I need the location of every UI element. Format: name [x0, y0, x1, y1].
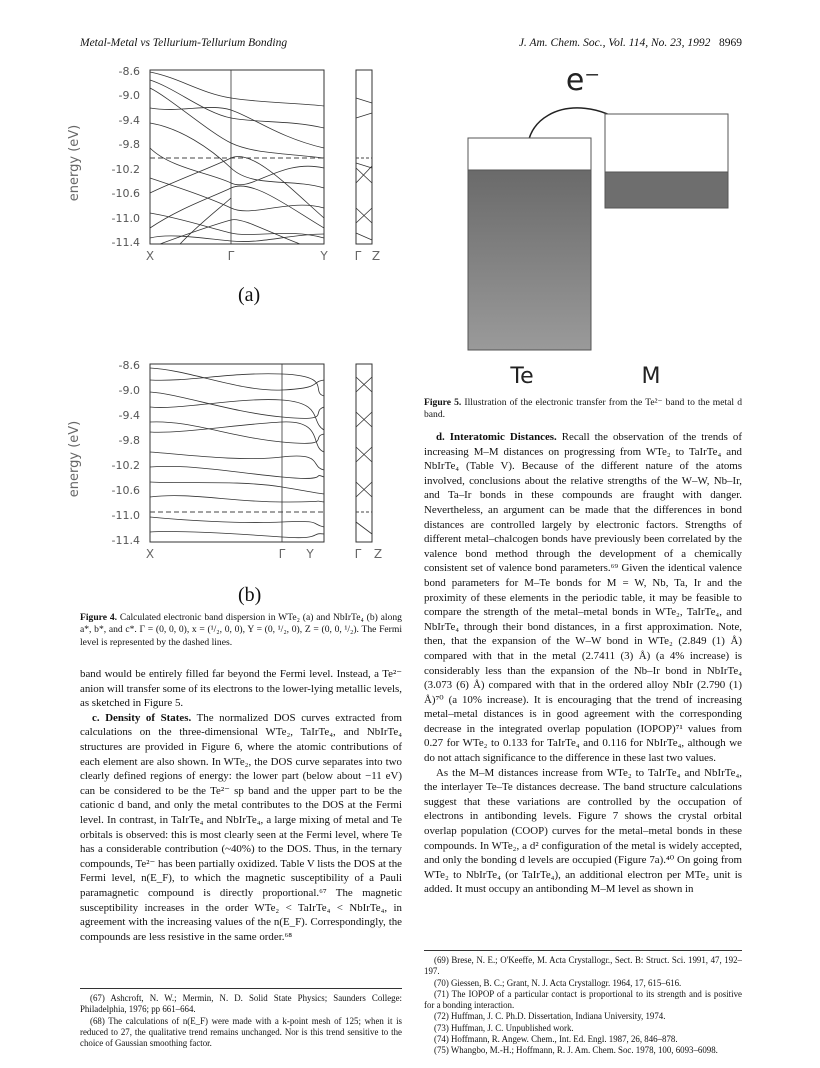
ytick-b-5: -10.6: [111, 484, 140, 497]
ytick-a-2: -9.4: [118, 114, 140, 127]
footnote-74: (74) Hoffmann, R. Angew. Chem., Int. Ed. Engl. 1987, 26, 846–878.: [434, 1034, 678, 1045]
left-column-text: [80, 667, 402, 944]
m-band-filled: [605, 172, 728, 208]
xlabel-a-X: X: [145, 249, 155, 263]
te-band-empty: [468, 138, 591, 170]
xlabels-a: [146, 249, 328, 263]
m-band-empty: [605, 114, 728, 172]
dos-labels-a: [355, 249, 380, 263]
ytick-b-1: -9.0: [118, 384, 140, 397]
ytick-b-0: -8.6: [118, 359, 140, 372]
ytick-b-6: -11.0: [111, 509, 140, 522]
dos-lines-a: [356, 98, 372, 240]
xlabel-a-Gamma: Γ: [227, 249, 235, 263]
ytick-b-7: -11.4: [111, 534, 140, 547]
figure-5-label: Figure 5.: [424, 397, 462, 408]
right-paragraph-2: As the M–M distances increase from WTe₂ to TaIrTe₄ and NbIrTe₄, the interlayer Te–Te distances decrease. The band structure calculations suggest that these variations are controlled by the occupation of electrons in antibonding levels. Figure 7 shows the crystal orbital overlap population (COOP) curves for the metal–metal bonds in these compounds. In WTe₂, a d² configuration of the metal is widely accepted, and only the bonding d levels are occupied (Figure 7a).⁴⁰ On going from WTe₂ to NbIrTe₄ (or TaIrTe₄), an additional electron per MTe₂ unit is added. It must occupy an antibonding M–M level as shown in: [424, 766, 742, 896]
dos-label-b-Z: Z: [373, 547, 383, 561]
footnote-68: (68) The calculations of n(E_F) were made with a k-point mesh of 125; when it is reduced to 27, the qualitative trend remains unchanged. Nor is this trend sensitive to the choice of Gaussian smoothing factor.: [80, 1015, 402, 1049]
right-paragraph-1-text: Recall the observation of the trends of increasing M–M distances on progressing from WTe₂ to TaIrTe₄ and NbIrTe₄ (Table V). Because of the different nature of the atoms involved, conclusions about the relative strengths of the W–W, Nb–Ir, and Ta–Ir bonds in these compounds are fraught with danger. Nevertheless, an argument can be made that the differences in bond distances are controlled largely by electronic factors. Strengths of different metal–chalcogen bonds have previously been correlated by the valence bond method through the development of a chemically consistent set of valence bond parameters.⁶⁹ Given the identical valence bond parameters for M–Te bonds for M = W, Nb, Ta, Ir and the proximity of these elements in the periodic table, it may be feasible to compare the strength of the metal–metal bonds in WTe₂, TaIrTe₄, and NbIrTe₄ through their bond distances, in a first approximation. Note, then, that the expansion of the W–W bond in WTe₂ (2.849 (1) Å) compared with that in the metal (2.7411 (3) Å) (a 4% increase) is considerably less than the expansion of the Nb–Ir bond in NbIrTe₄ (3.073 (6) Å) compared with that in the ordered alloy NbIr (2.790 (1) Å)⁷⁰ (a 10% increase). It is encouraging that the trend of increasing metal–metal distances is in good agreement with the corresponding decrease in the integrated overlap population (IOPOP)⁷¹ values from 0.27 for WTe₂ to 0.133 for TaIrTe₄ and 0.116 for NbIrTe₄, although we do not attach significance to the difference in these last two values.: [424, 431, 742, 765]
footnote-72: (72) Huffman, J. C. Ph.D. Dissertation, Indiana University, 1974.: [434, 1011, 666, 1022]
section-heading-distances: d. Interatomic Distances.: [436, 431, 557, 443]
right-footnote-rule: [424, 950, 742, 951]
ytick-b-2: -9.4: [118, 409, 140, 422]
figure-5-caption: [424, 397, 742, 422]
footnote-73: (73) Huffman, J. C. Unpublished work.: [434, 1022, 574, 1033]
te-band-filled: [468, 170, 591, 350]
panel-label-a: (a): [238, 284, 261, 306]
right-footnotes: [424, 955, 742, 1057]
footnote-70: (70) Giessen, B. C.; Grant, N. J. Acta Crystallogr. 1964, 17, 615–616.: [434, 977, 682, 988]
dos-frame-b: [356, 364, 372, 542]
right-paragraph-1: [424, 430, 742, 766]
panel-label-b: (b): [238, 584, 262, 606]
xlabels-b: [146, 547, 314, 561]
electron-label: e⁻: [565, 63, 601, 98]
left-paragraph-1: band would be entirely filled far beyond the Fermi level. Instead, a Te²⁻ anion will transfer some of its electrons to the lower-lying metallic levels, as sketched in Figure 5.: [80, 668, 402, 710]
figure-5-caption-text: Illustration of the electronic transfer from the Te²⁻ band to the metal d band.: [424, 397, 742, 421]
band-frame-a: [150, 70, 324, 244]
left-paragraph-2-text: The normalized DOS curves extracted from calculations on the three-dimensional WTe₂, TaIrTe₄, and NbIrTe₄ structures are provided in Figure 6, where the atomic contributions of each element are also shown. In WTe₂, the DOS curve separates into two clearly defined regions of energy: the lower part (below about −11 eV) can be considered to be the Te²⁻ sp band and the upper part to be the cationic d band, and only the metal contributes to the DOS at the Fermi level. In contrast, in TaIrTe₄ and NbIrTe₄, a large mixing of metal and Te orbitals is observed: this is most clearly seen at the Fermi level, where Te has a considerable contribution (~40%) to the DOS. Thus, in the ternary compounds, Te²⁻ has been partially oxidized. Table V lists the DOS at the Fermi level, n(E_F), to which the magnetic susceptibility of a Pauli paramagnetic compound is directly proportional.⁶⁷ The magnetic susceptibility increases in the order WTe₂ < TaIrTe₄ < NbIrTe₄, in agreement with the increasing values of the n(E_F). Correspondingly, the compounds are less resistive in the same order.⁶⁸: [80, 711, 402, 943]
dos-label-a-Z: Z: [371, 249, 381, 263]
ytick-a-4: -10.2: [111, 163, 140, 176]
dos-label-a-Gamma: Γ: [354, 249, 362, 263]
te-label: Te: [510, 364, 534, 388]
yticks-a: [112, 65, 140, 249]
figure-5-electron-transfer: [418, 58, 748, 388]
ytick-a-6: -11.0: [111, 212, 140, 225]
figure-4-caption-text: Calculated electronic band dispersion in WTe₂ (a) and NbIrTe₄ (b) along a*, b*, and c*. Γ = (0, 0, 0), x = (¹/₂, 0, 0), Y = (0, ¹/₂, 0), Z = (0, 0, ¹/₂). The Fermi level is represented by the dashed lines.: [80, 612, 402, 648]
ytick-b-4: -10.2: [111, 459, 140, 472]
ytick-a-7: -11.4: [111, 236, 140, 249]
right-column-text: [424, 430, 742, 897]
xlabel-b-Gamma: Γ: [278, 547, 286, 561]
running-header-title: Metal-Metal vs Tellurium-Tellurium Bonding: [80, 37, 288, 49]
yticks-b: [112, 359, 140, 547]
figure-4-label: Figure 4.: [80, 612, 118, 623]
dos-labels-b: [355, 547, 382, 561]
xlabel-a-Y: Y: [320, 249, 328, 263]
figure-4b-band-plot: [60, 352, 400, 577]
m-label: M: [641, 364, 661, 388]
ytick-a-0: -8.6: [118, 65, 140, 78]
ylabel-a: energy (eV): [67, 124, 82, 202]
figure-4a-band-plot: [60, 58, 400, 278]
ytick-a-5: -10.6: [111, 187, 140, 200]
footnote-69: (69) Brese, N. E.; O'Keeffe, M. Acta Crystallogr., Sect. B: Struct. Sci. 1991, 47, 192–197.: [424, 955, 742, 977]
footnote-71: (71) The IOPOP of a particular contact is proportional to its strength and is positive for a bonding interaction.: [424, 988, 742, 1011]
dos-lines-b: [356, 377, 372, 534]
footnote-67: (67) Ashcroft, N. W.; Mermin, N. D. Solid State Physics; Saunders College: Philadelphia, 1976; pp 661–664.: [80, 993, 402, 1015]
xlabel-b-Y: Y: [306, 547, 314, 561]
page-number: 8969: [719, 37, 742, 49]
left-footnotes: [80, 993, 402, 1049]
ytick-a-3: -9.8: [118, 138, 140, 151]
footnote-75: (75) Whangbo, M.-H.; Hoffmann, R. J. Am. Chem. Soc. 1978, 100, 6093–6098.: [434, 1045, 718, 1056]
left-footnote-rule: [80, 988, 402, 989]
ytick-b-3: -9.8: [118, 434, 140, 447]
ylabel-b: energy (eV): [67, 420, 82, 498]
figure-4-caption: [80, 612, 402, 649]
band-frame-b: [150, 364, 324, 542]
dos-label-b-Gamma: Γ: [354, 547, 362, 561]
dos-frame-a: [356, 70, 372, 244]
ytick-a-1: -9.0: [118, 89, 140, 102]
xlabel-b-X: X: [145, 547, 155, 561]
journal-citation: J. Am. Chem. Soc., Vol. 114, No. 23, 1992: [518, 37, 711, 49]
left-paragraph-2: [80, 711, 402, 945]
section-heading-dos: c. Density of States.: [92, 711, 192, 724]
running-header-journal: [519, 37, 742, 49]
